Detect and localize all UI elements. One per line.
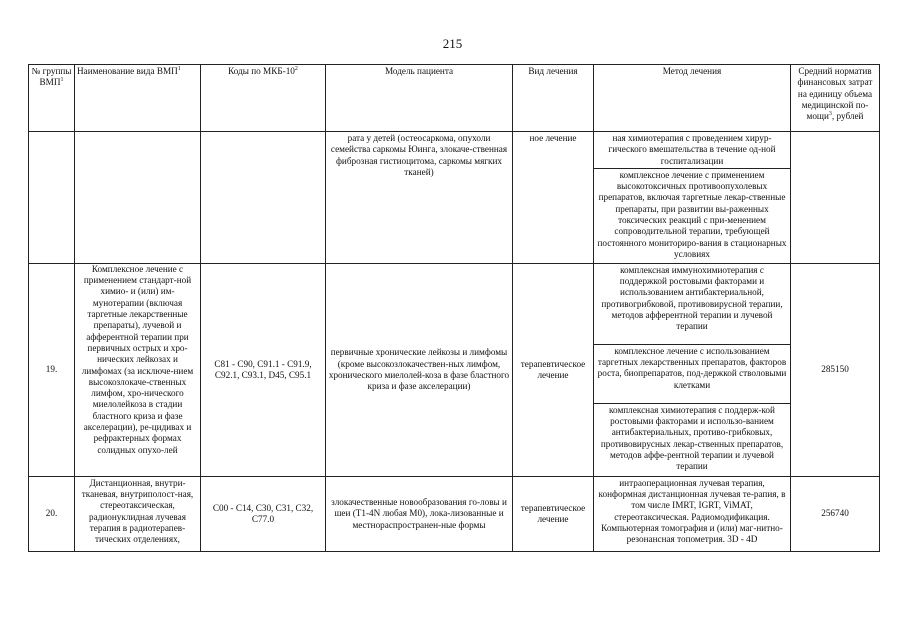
cont-name-cell <box>75 132 201 264</box>
row19-cost: 285150 <box>791 263 880 476</box>
row19-treatment: терапевтическое лечение <box>513 263 594 476</box>
table-header-row <box>29 65 880 132</box>
page-number: 215 <box>442 36 463 51</box>
cont-cost-cell <box>791 132 880 264</box>
header-group-no: № группы ВМП$^1$ <box>29 65 75 132</box>
row19-no: 19. <box>29 263 75 476</box>
cont-method-1: ная химиотерапия с проведением хирур-гического вмешательства в течение од-ной госпитализации <box>594 132 791 169</box>
header-treatment: Вид лечения <box>513 65 594 132</box>
cont-method-2: комплексное лечение с применением высокотоксичных противоопухолевых препаратов, включая таргетные лекар-ственные препараты, при развитии вы-раженных токсических реакций с при-менением сопроводительной терапии, требующей постоянного мониториро-вания в стационарных условиях <box>594 168 791 263</box>
row19-method-1: комплексная иммунохимиотерапия с поддержкой ростовыми факторами и использованием антибактериальной, противогрибковой, противовирусной терапии, методов афферентной терапии и лучевой терапии <box>594 263 791 344</box>
header-model: Модель пациента <box>326 65 513 132</box>
header-name: Наименование вида ВМП$^1$ <box>75 65 201 132</box>
cont-no-cell <box>29 132 75 264</box>
row19-method-3: комплексная химиотерапия с поддерж-кой ростовыми факторами и использо-ванием антибактериальных, противо-грибковых, противовирусных лекар-ственных препаратов, методов аффе-рентной терапии и лучевой терапии <box>594 403 791 476</box>
row20-codes: C00 - C14, C30, C31, C32, C77.0 <box>201 476 326 551</box>
row20-name: Дистанционная, внутри-тканевая, внутриполост-ная, стереотаксическая, радионуклидная лучевая терапия в радиотерапев-тических отделениях, <box>75 476 201 551</box>
header-method: Метод лечения <box>594 65 791 132</box>
cont-codes-cell <box>201 132 326 264</box>
cont-model-cell: рата у детей (остеосаркома, опухоли семейства саркомы Юинга, злокаче-ственная фиброзная гистиоцитома, саркомы мягких тканей) <box>326 132 513 264</box>
header-cost: Средний норматив финансовых затрат на единицу объема медицинской по-мощи$^3$, рублей <box>791 65 880 132</box>
vmp-table <box>28 64 880 552</box>
row20-treatment: терапевтическое лечение <box>513 476 594 551</box>
row19-method-2: комплексное лечение с использованием таргетных лекарственных препаратов, факторов роста, биопрепаратов, под-держкой стволовыми клетками <box>594 344 791 403</box>
row20-no: 20. <box>29 476 75 551</box>
row19-codes: C81 - C90, C91.1 - C91.9, C92.1, C93.1, D45, C95.1 <box>201 263 326 476</box>
table-row <box>29 132 880 169</box>
header-codes: Коды по МКБ-$10^2$ <box>201 65 326 132</box>
row20-method-1: интраоперационная лучевая терапия, конформная дистанционная лучевая те-рапия, в том числе IMRT, IGRT, ViMAT, стереотаксическая. Радиомодификация. Компьютерная томография и (или) маг-нитно-резонансная топометрия. 3D - 4D <box>594 476 791 551</box>
table-row <box>29 476 880 551</box>
row20-model: злокачественные новообразования го-ловы и шеи (T1-4N любая M0), лока-лизованные и местнораспространен-ные формы <box>326 476 513 551</box>
table-row <box>29 263 880 344</box>
row19-model: первичные хронические лейкозы и лимфомы (кроме высокозлокачествен-ных лимфом, хронического миелолей-коза в фазе бластного криза и фазе акселерации) <box>326 263 513 476</box>
row19-name: Комплексное лечение с применением стандарт-ной химио- и (или) им-мунотерапии (включая таргетные лекарственные препараты), лучевой и афферентной терапии при первичных острых и хро-нических лейкозах и лимфомах (за исключе-нием высокозлокаче-ственных лимфом, хро-нического миелолейкоза в стадии бластного криза и фазе акселерации), ре-цидивах и рефрактерных формах солидных опухо-лей <box>75 263 201 476</box>
row20-cost: 256740 <box>791 476 880 551</box>
cont-treatment-cell: ное лечение <box>513 132 594 264</box>
